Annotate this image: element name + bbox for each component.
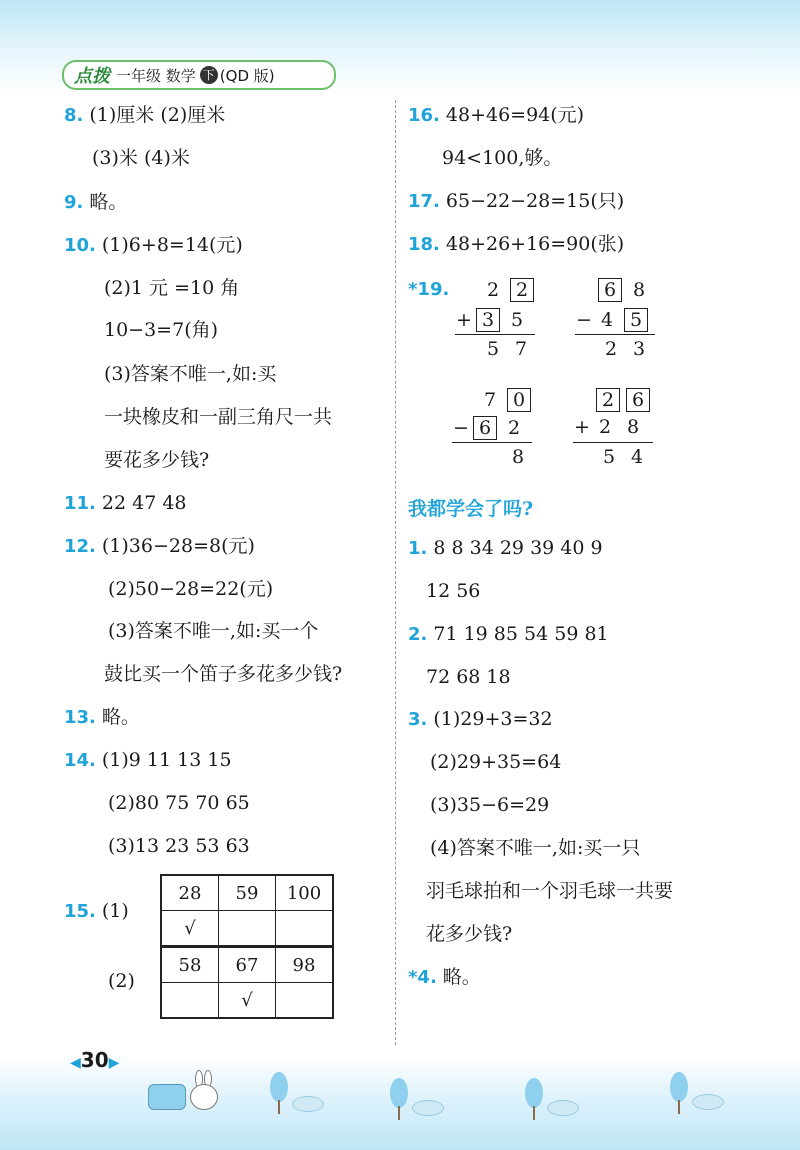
question-number: *19. [408,279,450,300]
question-number: 17. [408,191,440,212]
tree-icon [525,1078,543,1120]
answer-19-label [408,280,455,299]
table-cell [276,983,334,1019]
answer-10-line-3: 10−3=7(角) [104,319,219,341]
table-cell [276,911,334,947]
review-3-line-3: (3)35−6=29 [430,794,550,816]
grade-subject: 一年级 数学 [116,66,196,85]
review-3-line-4: (4)答案不唯一,如:买一只 [430,837,641,859]
book-header [62,60,336,90]
answer-14-line-1: 14. (1)9 11 13 15 [64,749,232,771]
question-number: 13. [64,707,96,728]
review-3-line-1: 3. (1)29+3=32 [408,708,553,730]
answer-10-line-6: 要花多少钱? [104,449,210,471]
review-3-line-6: 花多少钱? [426,923,513,945]
question-number: 1. [408,538,428,559]
question-number: 11. [64,493,96,514]
answer-12-line-3: (3)答案不唯一,如:买一个 [108,620,319,642]
tree-icon [390,1078,408,1120]
vertical-calc-2: 6 8 − 4 5 2 3 [575,278,665,358]
vertical-calc-1: 2 2 + 3 5 5 7 [455,278,545,358]
filled-box: 6 [473,416,497,440]
answer-12-line-1: 12. (1)36−28=8(元) [64,535,255,557]
table-cell: 59 [219,875,276,911]
answer-13: 13. 略。 [64,706,140,728]
answer-12-line-4: 鼓比买一个笛子多花多少钱? [104,663,343,685]
answer-14-line-3: (3)13 23 53 63 [108,835,250,857]
filled-box: 6 [626,388,650,412]
answer-10-line-5: 一块橡皮和一副三角尺一共 [104,406,333,428]
filled-box: 6 [598,278,622,302]
left-arrow-icon: ◀ [70,1055,81,1071]
bush-icon [412,1100,444,1116]
answer-16-line-1: 16. 48+46=94(元) [408,104,585,126]
review-1-line-2: 12 56 [426,580,481,602]
bunny-icon [190,1070,216,1110]
answer-10-line-4: (3)答案不唯一,如:买 [104,363,277,385]
filled-box: 5 [624,308,648,332]
bush-icon [692,1094,724,1110]
question-number: 3. [408,709,428,730]
volume-badge: 下 [200,66,218,84]
question-number: 10. [64,235,96,256]
column-divider [395,100,396,1045]
right-arrow-icon: ▶ [108,1055,120,1071]
table-cell: 98 [276,947,334,983]
question-number: 12. [64,536,96,557]
vertical-calc-3: 7 0 − 6 2 8 [452,388,542,468]
page-number: ◀30▶ [70,1048,120,1072]
cart-icon [148,1084,186,1110]
answer-10-line-2: (2)1 元 =10 角 [104,277,240,299]
answer-15-table-1 [160,874,334,947]
bush-icon [292,1096,324,1112]
answer-18: 18. 48+26+16=90(张) [408,233,625,255]
answer-16-line-2: 94<100,够。 [442,147,563,169]
table-cell [219,911,276,947]
review-2-line-1: 2. 71 19 85 54 59 81 [408,623,609,645]
check-mark-cell: √ [219,983,276,1019]
filled-box: 2 [596,388,620,412]
question-number: 15. [64,901,96,922]
question-number: 16. [408,105,440,126]
answer-9: 9. 略。 [64,191,128,213]
table-cell: 67 [219,947,276,983]
filled-box: 0 [507,388,531,412]
question-number: 2. [408,624,428,645]
edition-label: (QD 版) [219,66,275,85]
review-2-line-2: 72 68 18 [426,666,511,688]
question-number: 18. [408,234,440,255]
check-mark-cell: √ [161,911,219,947]
bush-icon [547,1100,579,1116]
section-title: 我都学会了吗? [408,498,534,520]
answer-15-table-2 [160,946,334,1019]
filled-box: 2 [510,278,534,302]
filled-box: 3 [476,308,500,332]
answer-14-line-2: (2)80 75 70 65 [108,792,250,814]
table-cell [161,983,219,1019]
question-number: 8. [64,105,84,126]
tree-icon [670,1072,688,1114]
table-cell: 28 [161,875,219,911]
question-number: 9. [64,192,84,213]
review-1-line-1: 1. 8 8 34 29 39 40 9 [408,537,603,559]
tree-icon [270,1072,288,1114]
answer-10-line-1: 10. (1)6+8=14(元) [64,234,243,256]
question-number: *4. [408,967,437,988]
answer-11: 11. 22 47 48 [64,492,187,514]
answer-8-line-1: 8. (1)厘米 (2)厘米 [64,104,226,126]
answer-15-part-1: 15. (1) [64,900,129,922]
brand-logo: 点拨 [74,66,110,87]
review-3-line-5: 羽毛球拍和一个羽毛球一共要 [426,880,674,902]
table-cell: 58 [161,947,219,983]
answer-12-line-2: (2)50−28=22(元) [108,578,274,600]
question-number: 14. [64,750,96,771]
review-3-line-2: (2)29+35=64 [430,751,562,773]
answer-15-part-2: (2) [108,970,135,992]
table-cell: 100 [276,875,334,911]
answer-8-line-2: (3)米 (4)米 [92,147,190,169]
review-4: *4. 略。 [408,966,481,988]
answer-17: 17. 65−22−28=15(只) [408,190,625,212]
vertical-calc-4: 2 6 + 2 8 5 4 [573,388,663,468]
